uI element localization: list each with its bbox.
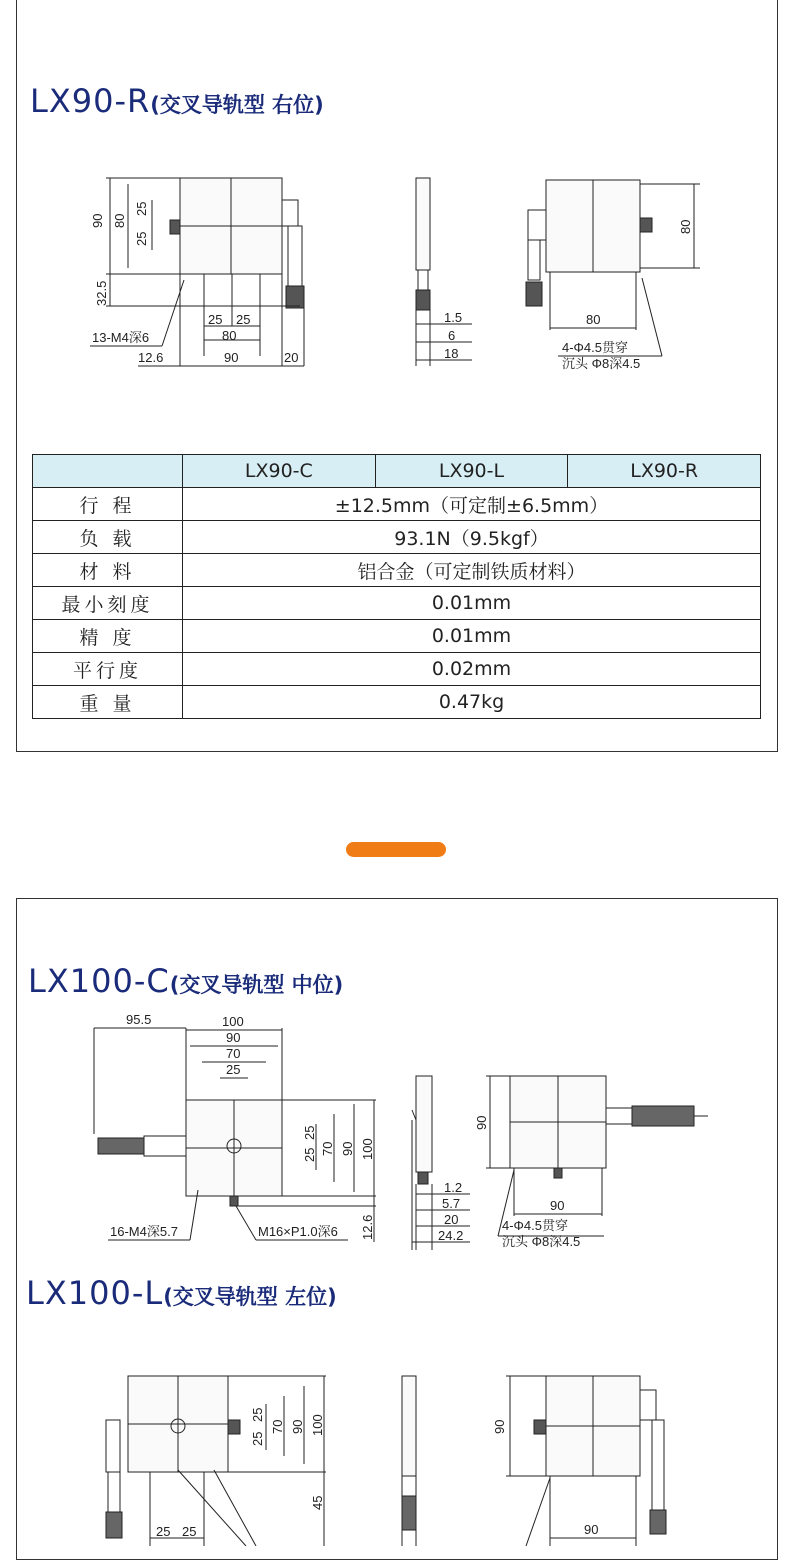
dim-label: 25 (134, 201, 149, 216)
section-title-lx90-r (30, 82, 324, 120)
table-row (33, 587, 761, 620)
thread-note: M16×P1.0深6 (258, 1224, 338, 1239)
table-row (33, 620, 761, 653)
table-header-row (33, 455, 761, 488)
dim-label: 32.5 (94, 280, 109, 306)
dim-label: 100 (360, 1138, 375, 1160)
dim-label: 25 (182, 1524, 197, 1539)
hole-note: 4-Φ4.5贯穿 (562, 340, 629, 355)
dim-label: 90 (474, 1115, 489, 1130)
row-label: 最小刻度 (33, 587, 183, 620)
row-value: ±12.5mm（可定制±6.5mm） (183, 488, 761, 521)
dim-label: 70 (226, 1046, 241, 1061)
dim-label: 25 (236, 312, 251, 327)
dim-label: 20 (444, 1212, 459, 1227)
table-row (33, 686, 761, 719)
model-name: LX90-R (30, 82, 151, 120)
dim-label: 90 (584, 1522, 599, 1537)
dim-label: 100 (310, 1414, 325, 1436)
table-row (33, 521, 761, 554)
dim-label: 12.6 (360, 1214, 375, 1240)
table-header-cell: LX90-L (375, 455, 568, 488)
row-label: 精 度 (33, 620, 183, 653)
table-header-cell: LX90-C (183, 455, 376, 488)
dim-label: 25 (208, 312, 223, 327)
section-divider (346, 842, 446, 857)
dim-label: 25 (134, 231, 149, 246)
dim-label: 100 (222, 1014, 244, 1029)
model-subtitle: (交叉导轨型 中位) (169, 973, 344, 997)
dim-label: 6 (448, 328, 456, 343)
technical-drawing-lx100-c (86, 1010, 726, 1260)
section-title-lx100-l (26, 1274, 337, 1312)
row-label: 负 载 (33, 521, 183, 554)
model-subtitle: (交叉导轨型 左位) (163, 1285, 337, 1309)
row-label: 行 程 (33, 488, 183, 521)
dim-label: 24.2 (438, 1228, 464, 1243)
row-value: 0.01mm (183, 620, 761, 653)
table-header-cell: LX90-R (568, 455, 761, 488)
dim-label: 1.5 (444, 310, 463, 325)
table-row (33, 653, 761, 686)
dim-label: 25 (250, 1431, 265, 1446)
row-value: 0.47kg (183, 686, 761, 719)
section-title-lx100-c (28, 962, 343, 1000)
dim-label: 45 (310, 1495, 325, 1510)
model-name: LX100-C (28, 962, 170, 1000)
dim-label: 25 (226, 1062, 241, 1077)
hole-note: 沉头 Φ8深4.5 (502, 1234, 581, 1249)
dim-label: 1.2 (444, 1180, 463, 1195)
table-row (33, 488, 761, 521)
row-value: 0.01mm (183, 587, 761, 620)
dim-label: 90 (90, 213, 105, 228)
dim-label: 95.5 (126, 1012, 152, 1027)
dim-label: 90 (226, 1030, 241, 1045)
row-label: 平行度 (33, 653, 183, 686)
dim-label: 70 (270, 1419, 285, 1434)
dim-label: 70 (320, 1141, 335, 1156)
technical-drawing-lx100-l (86, 1360, 726, 1546)
row-label: 重 量 (33, 686, 183, 719)
row-value: 93.1N（9.5kgf） (183, 521, 761, 554)
row-value: 铝合金（可定制铁质材料） (183, 554, 761, 587)
model-subtitle: (交叉导轨型 右位) (150, 93, 324, 117)
hole-note: 13-M4深6 (92, 330, 150, 345)
dim-label: 90 (224, 350, 239, 365)
dim-label: 80 (112, 213, 127, 228)
row-label: 材 料 (33, 554, 183, 587)
row-value: 0.02mm (183, 653, 761, 686)
technical-drawing-lx90-r (80, 170, 720, 380)
dim-label: 5.7 (442, 1196, 461, 1211)
dim-label: 90 (550, 1198, 565, 1213)
dim-label: 80 (678, 219, 693, 234)
dim-label: 25 (302, 1125, 317, 1140)
table-row (33, 554, 761, 587)
dim-label: 25 (302, 1147, 317, 1162)
dim-label: 90 (340, 1141, 355, 1156)
dim-label: 80 (586, 312, 601, 327)
dim-label: 90 (492, 1419, 507, 1434)
table-header-cell (33, 455, 183, 488)
dim-label: 25 (156, 1524, 171, 1539)
hole-note: 16-M4深5.7 (110, 1224, 178, 1239)
dim-label: 18 (444, 346, 459, 361)
hole-note: 4-Φ4.5贯穿 (502, 1218, 569, 1233)
dim-label: 20 (284, 350, 299, 365)
dim-label: 90 (290, 1419, 305, 1434)
dim-label: 12.6 (138, 350, 164, 365)
hole-note: 沉头 Φ8深4.5 (562, 356, 641, 371)
spec-table (32, 454, 761, 719)
dim-label: 80 (222, 328, 237, 343)
model-name: LX100-L (26, 1274, 164, 1312)
dim-label: 25 (250, 1407, 265, 1422)
